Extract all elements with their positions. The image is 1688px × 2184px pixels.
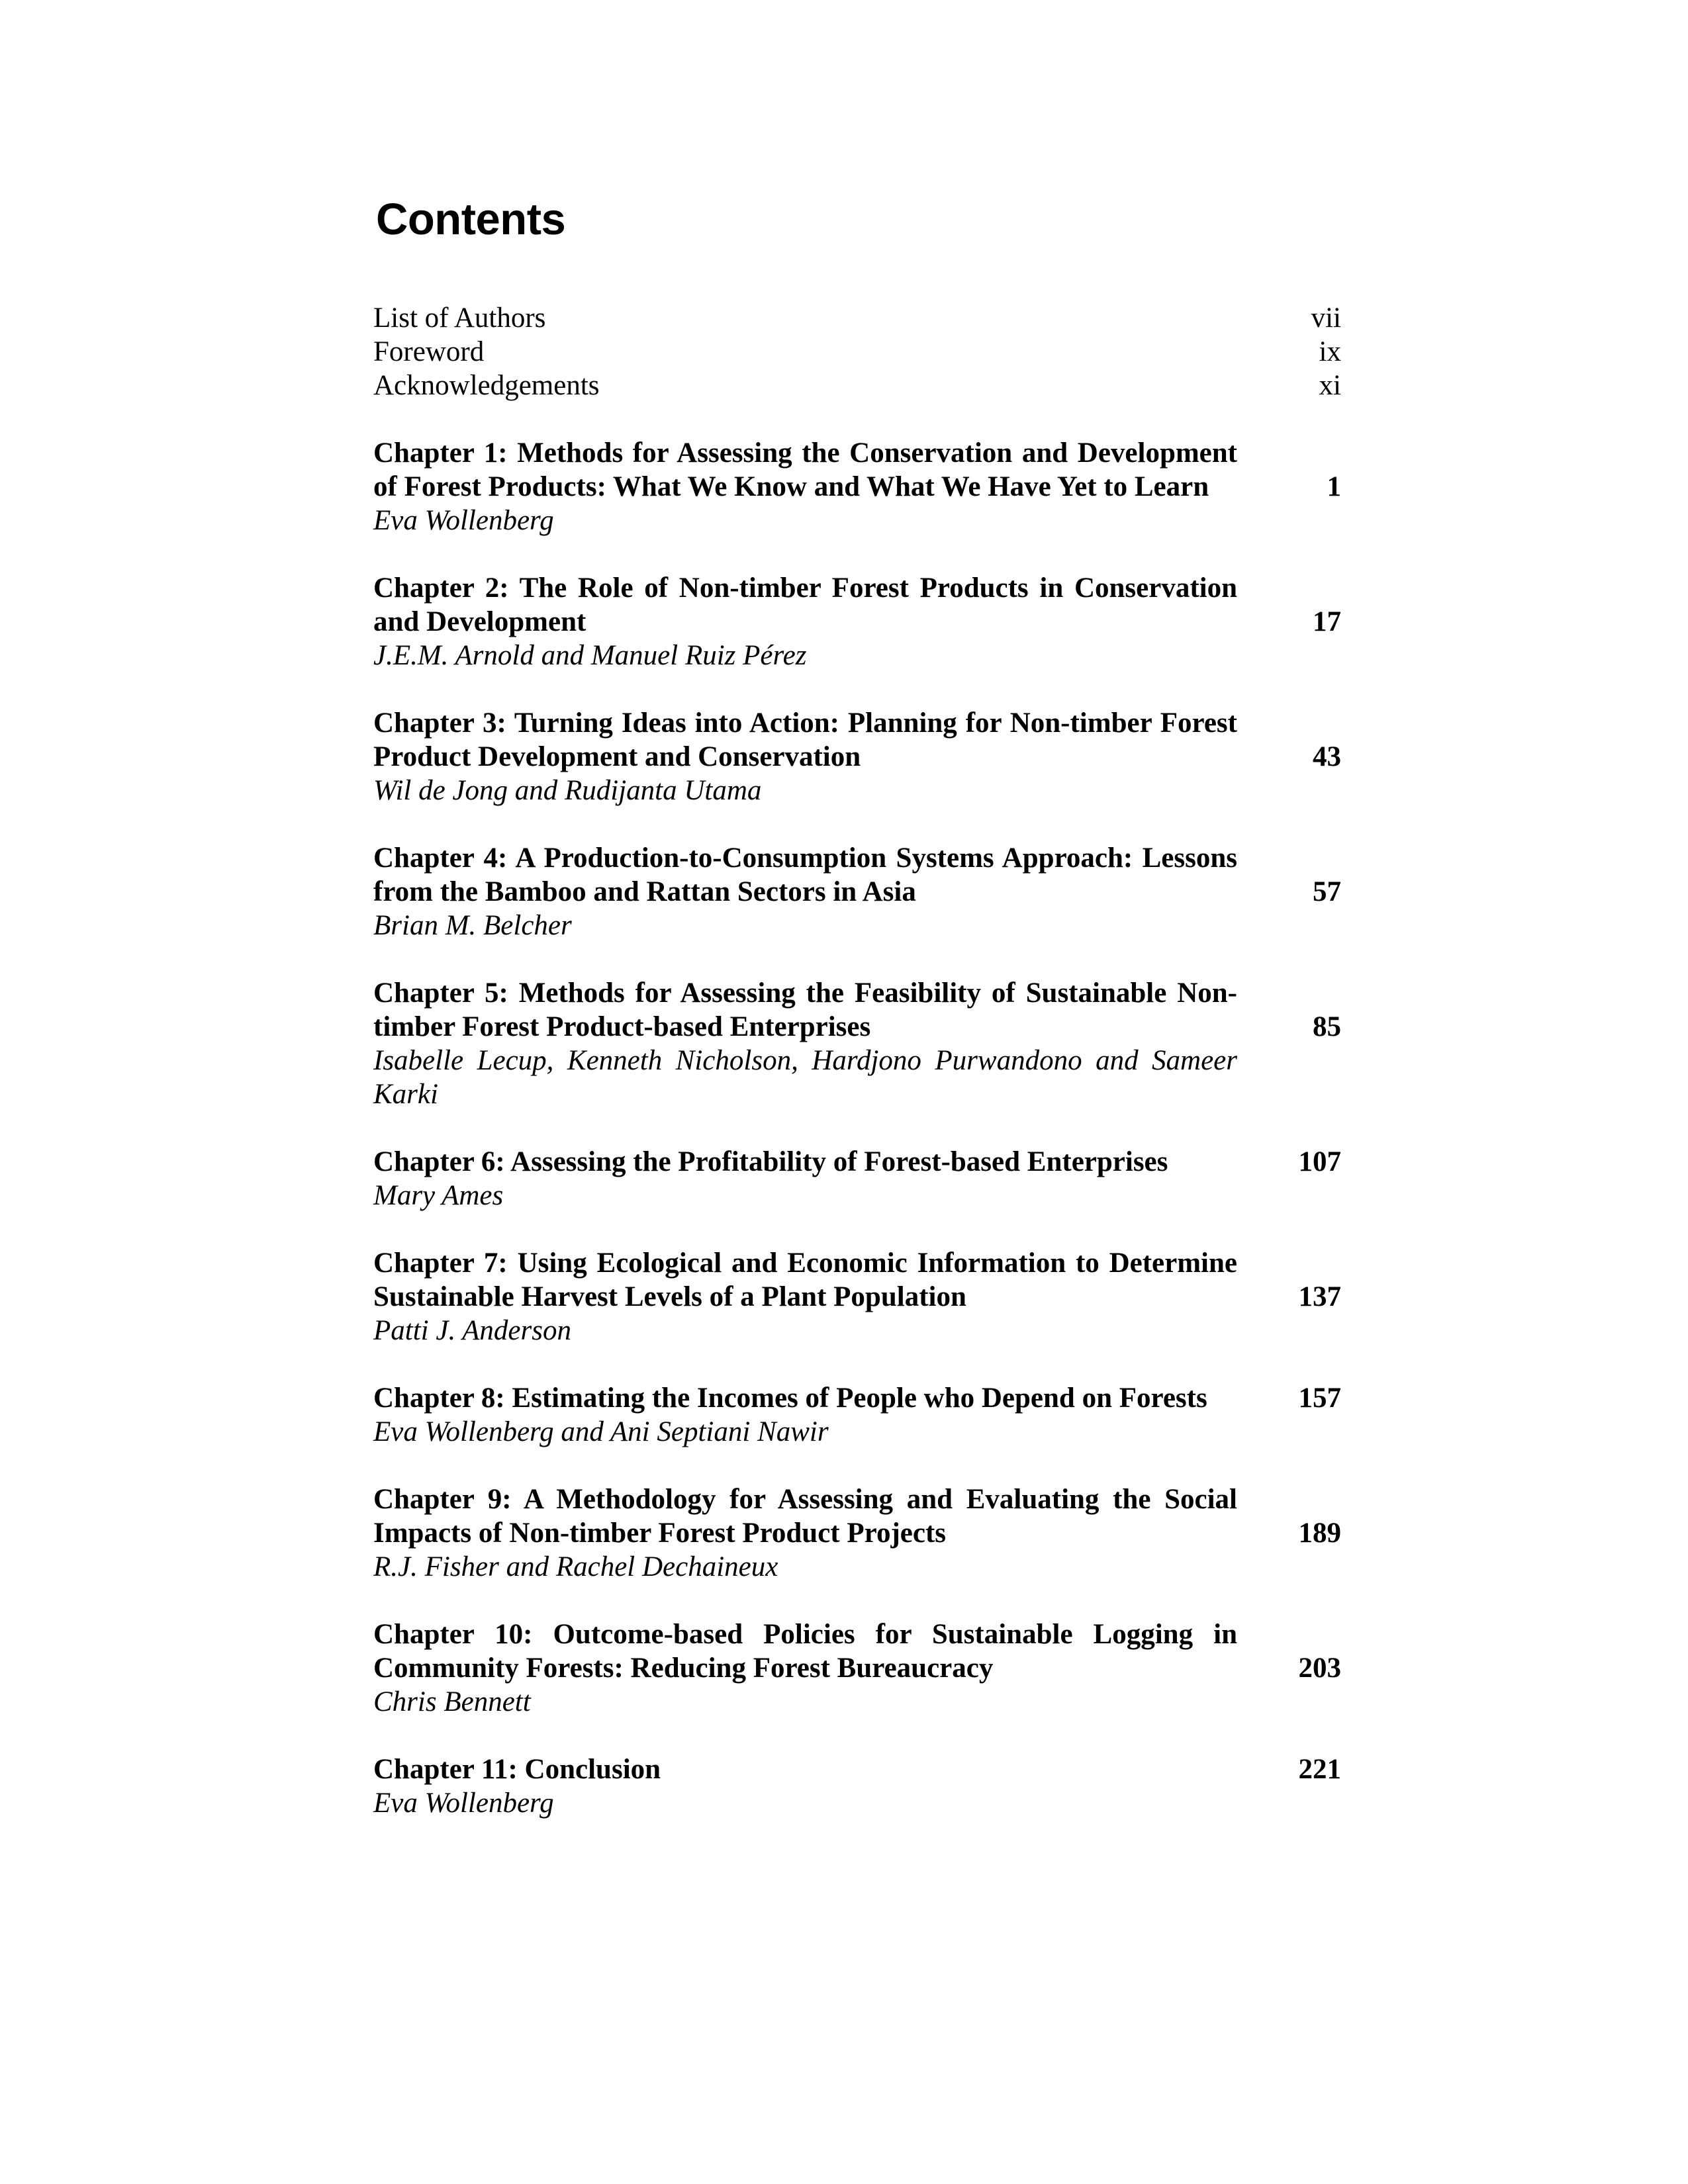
chapter-author: Eva Wollenberg [373,1788,554,1819]
page-number: 157 [1298,1383,1341,1414]
chapter-title: Chapter 7: Using Ecological and Economic Information to Determine Sustainable Harvest Levels of a Plant Population [373,1248,1237,1312]
chapter-entry[interactable] [373,976,1341,1111]
chapter-entry[interactable] [373,1482,1341,1584]
page-number: 107 [1298,1146,1341,1177]
front-matter-label: Acknowledgements [373,370,600,401]
chapter-title-row [373,1246,1341,1314]
chapter-title: Chapter 11: Conclusion [373,1754,661,1785]
chapter-author: J.E.M. Arnold and Manuel Ruiz Pérez [373,640,807,671]
page-title: Contents [376,195,566,244]
front-matter-item[interactable] [373,301,1341,335]
chapter-title: Chapter 8: Estimating the Incomes of People who Depend on Forests [373,1383,1207,1414]
chapter-title-row [373,1145,1341,1179]
chapter-title: Chapter 5: Methods for Assessing the Feasibility of Sustainable Non-timber Forest Product-based Enterprises [373,978,1237,1042]
chapter-title: Chapter 1: Methods for Assessing the Conservation and Development of Forest Products: What We Know and What We Have Yet to Learn [373,437,1237,502]
chapter-title-row [373,571,1341,639]
chapter-author: Brian M. Belcher [373,910,572,941]
page-number: ix [1319,336,1341,367]
chapter-entry[interactable] [373,436,1341,537]
chapter-author: Eva Wollenberg and Ani Septiani Nawir [373,1416,829,1447]
page-number: xi [1319,370,1341,401]
chapter-title: Chapter 2: The Role of Non-timber Forest Products in Conservation and Development [373,572,1237,637]
chapter-entry[interactable] [373,1381,1341,1449]
chapter-author: Eva Wollenberg [373,505,554,536]
chapter-entry[interactable] [373,1145,1341,1212]
chapter-title-row [373,1617,1341,1685]
page-number: vii [1311,302,1341,334]
front-matter-item[interactable] [373,369,1341,402]
chapter-title: Chapter 6: Assessing the Profitability of Forest-based Enterprises [373,1146,1168,1177]
chapter-author: Isabelle Lecup, Kenneth Nicholson, Hardjono Purwandono and Sameer Karki [373,1045,1237,1110]
front-matter-label: Foreword [373,336,485,367]
chapter-title: Chapter 4: A Production-to-Consumption Systems Approach: Lessons from the Bamboo and Rattan Sectors in Asia [373,842,1237,907]
chapter-author: Wil de Jong and Rudijanta Utama [373,775,762,806]
page-number: 221 [1298,1754,1341,1785]
page-number: 137 [1298,1281,1341,1312]
chapter-entry[interactable] [373,1752,1341,1820]
chapter-title-row [373,1482,1341,1550]
chapter-author: Mary Ames [373,1180,504,1211]
chapter-entry[interactable] [373,706,1341,807]
chapter-title-row [373,841,1341,909]
chapter-entry[interactable] [373,1246,1341,1347]
chapter-title-row [373,1381,1341,1415]
front-matter-list [373,301,1341,402]
front-matter-item[interactable] [373,335,1341,369]
table-of-contents [373,301,1341,1854]
front-matter-label: List of Authors [373,302,546,334]
chapter-title: Chapter 3: Turning Ideas into Action: Planning for Non-timber Forest Product Development and Conservation [373,707,1237,772]
page-number: 1 [1327,471,1341,502]
chapter-author: Chris Bennett [373,1686,531,1717]
page-number: 85 [1313,1011,1341,1042]
chapter-title-row [373,436,1341,504]
chapter-author: R.J. Fisher and Rachel Dechaineux [373,1551,778,1582]
chapter-title: Chapter 9: A Methodology for Assessing and Evaluating the Social Impacts of Non-timber Forest Product Projects [373,1484,1237,1549]
chapter-title: Chapter 10: Outcome-based Policies for Sustainable Logging in Community Forests: Reducing Forest Bureaucracy [373,1619,1237,1684]
page-number: 43 [1313,741,1341,772]
chapter-title-row [373,706,1341,774]
chapter-entry[interactable] [373,1617,1341,1719]
page-number: 17 [1313,606,1341,637]
page-number: 57 [1313,876,1341,907]
chapter-author: Patti J. Anderson [373,1315,571,1346]
page-number: 203 [1298,1653,1341,1684]
chapter-entry[interactable] [373,571,1341,672]
chapter-entry[interactable] [373,841,1341,942]
chapter-title-row [373,1752,1341,1786]
page-number: 189 [1298,1518,1341,1549]
chapter-title-row [373,976,1341,1044]
